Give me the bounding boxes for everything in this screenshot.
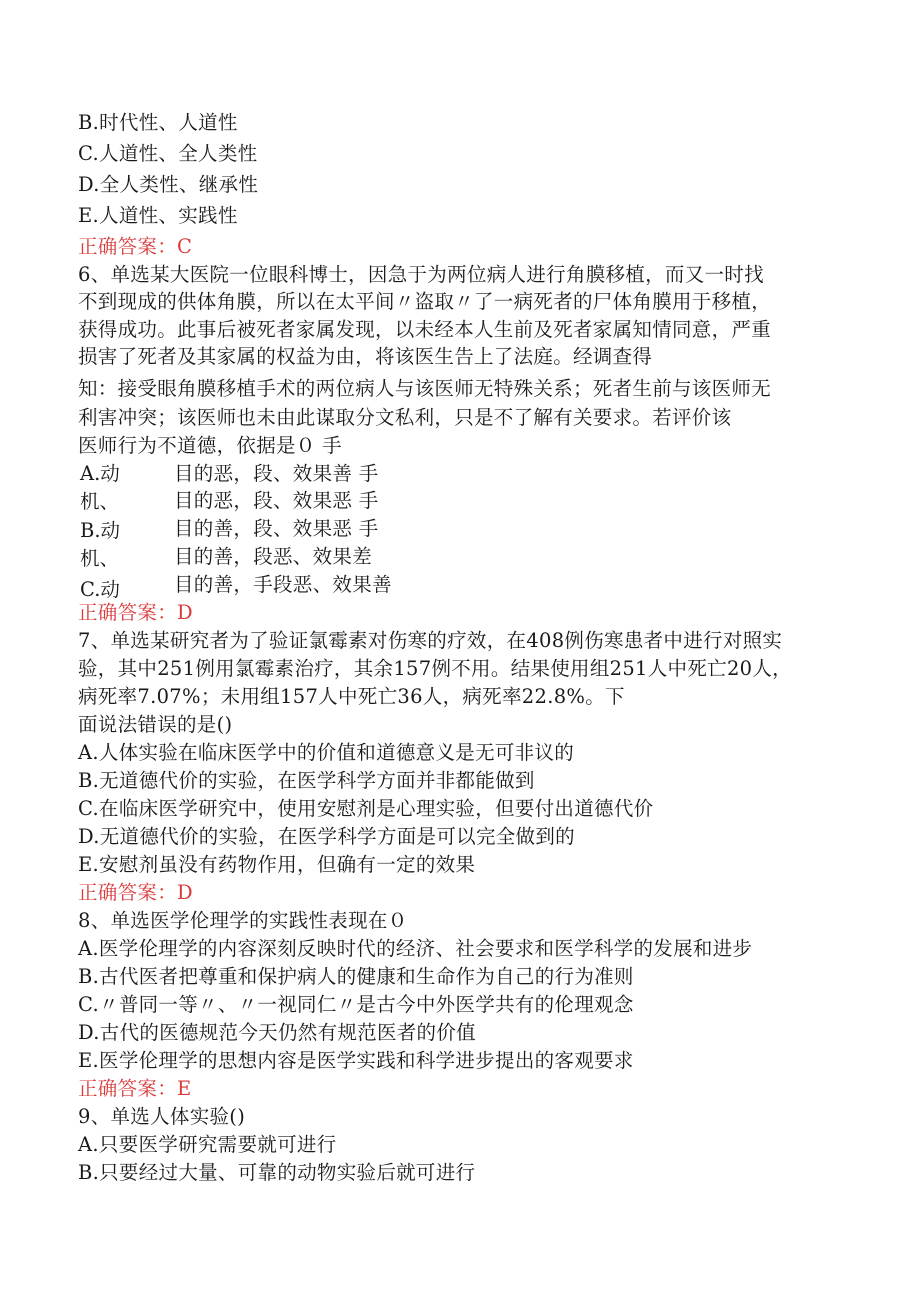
q8-option-c: C.〃普同一等〃、〃一视同仁〃是古今中外医学共有的伦理观念 <box>78 993 634 1016</box>
q7-stem-line-3: 病死率7.07%；未用组157人中死亡36人，病死率22.8%。下 <box>78 685 625 708</box>
q9-option-b: B.只要经过大量、可靠的动物实验后就可进行 <box>78 1161 476 1184</box>
q7-stem-line-2: 验，其中251例用氯霉素治疗，其余157例不用。结果使用组251人中死亡20人， <box>78 657 792 680</box>
q6-stem-line-5: 知：接受眼角膜移植手术的两位病人与该医师无特殊关系；死者生前与该医师无 <box>78 377 772 400</box>
q6-left-col-2: 机、 <box>80 490 120 513</box>
q6-left-col-5: C.动 <box>80 578 120 601</box>
q7-option-d: D.无道德代价的实验，在医学科学方面是可以完全做到的 <box>78 825 575 848</box>
q6-stem-line-2: 不到现成的供体角膜，所以在太平间〃盗取〃了一病死者的尸体角膜用于移植， <box>78 290 772 313</box>
q6-stem-line-6: 利害冲突；该医师也未由此谋取分文私利，只是不了解有关要求。若评价该 <box>78 406 732 429</box>
q6-left-col-1: A.动 <box>80 462 120 485</box>
q5-option-c: C.人道性、全人类性 <box>78 142 258 165</box>
q6-stem-line-3: 获得成功。此事后被死者家属发现，以未经本人生前及死者家属知情同意，严重 <box>78 318 772 341</box>
q6-stem-line-7: 医师行为不道德，依据是０ 手 <box>78 434 342 457</box>
q6-right-col-5: 目的善，手段恶、效果善 <box>174 573 392 596</box>
q8-option-b: B.古代医者把尊重和保护病人的健康和生命作为自己的行为准则 <box>78 965 634 988</box>
q6-left-col-3: B.动 <box>80 519 121 542</box>
q5-option-d: D.全人类性、继承性 <box>78 173 259 196</box>
q8-option-e: E.医学伦理学的思想内容是医学实践和科学进步提出的客观要求 <box>78 1049 634 1072</box>
q6-right-col-1: 目的恶，段、效果善 手 <box>174 462 379 485</box>
q7-option-e: E.安慰剂虽没有药物作用，但确有一定的效果 <box>78 853 476 876</box>
q7-option-c: C.在临床医学研究中，使用安慰剂是心理实验，但要付出道德代价 <box>78 797 654 820</box>
q9-option-a: A.只要医学研究需要就可进行 <box>78 1133 337 1156</box>
q7-stem-line-4: 面说法错误的是() <box>78 713 233 736</box>
q8-option-d: D.古代的医德规范今天仍然有规范医者的价值 <box>78 1021 476 1044</box>
q6-right-col-2: 目的恶，段、效果恶 手 <box>174 489 379 512</box>
q7-option-a: A.人体实验在临床医学中的价值和道德意义是无可非议的 <box>78 741 575 764</box>
q6-right-col-4: 目的善，段恶、效果差 <box>174 545 373 568</box>
q6-right-col-3: 目的善，段、效果恶 手 <box>174 517 379 540</box>
q6-stem-line-4: 损害了死者及其家属的权益为由，将该医生告上了法庭。经调查得 <box>78 345 653 368</box>
q6-stem-line-1: 6、单选某大医院一位眼科博士，因急于为两位病人进行角膜移植，而又一时找 <box>78 263 764 286</box>
q6-answer: 正确答案：D <box>78 601 193 624</box>
q8-option-a: A.医学伦理学的内容深刻反映时代的经济、社会要求和医学科学的发展和进步 <box>78 937 753 960</box>
q5-option-b: B.时代性、人道性 <box>78 111 238 134</box>
q7-answer: 正确答案：D <box>78 881 193 904</box>
q7-stem-line-1: 7、单选某研究者为了验证氯霉素对伤寒的疗效，在408例伤寒患者中进行对照实 <box>78 629 783 652</box>
q7-option-b: B.无道德代价的实验，在医学科学方面并非都能做到 <box>78 769 535 792</box>
q8-stem: 8、单选医学伦理学的实践性表现在０ <box>78 909 408 932</box>
q5-answer: 正确答案：C <box>78 235 193 258</box>
q5-option-e: E.人道性、实践性 <box>78 204 238 227</box>
q6-left-col-4: 机、 <box>80 547 120 570</box>
q9-stem: 9、单选人体实验() <box>78 1105 246 1128</box>
q8-answer: 正确答案：E <box>78 1077 192 1100</box>
